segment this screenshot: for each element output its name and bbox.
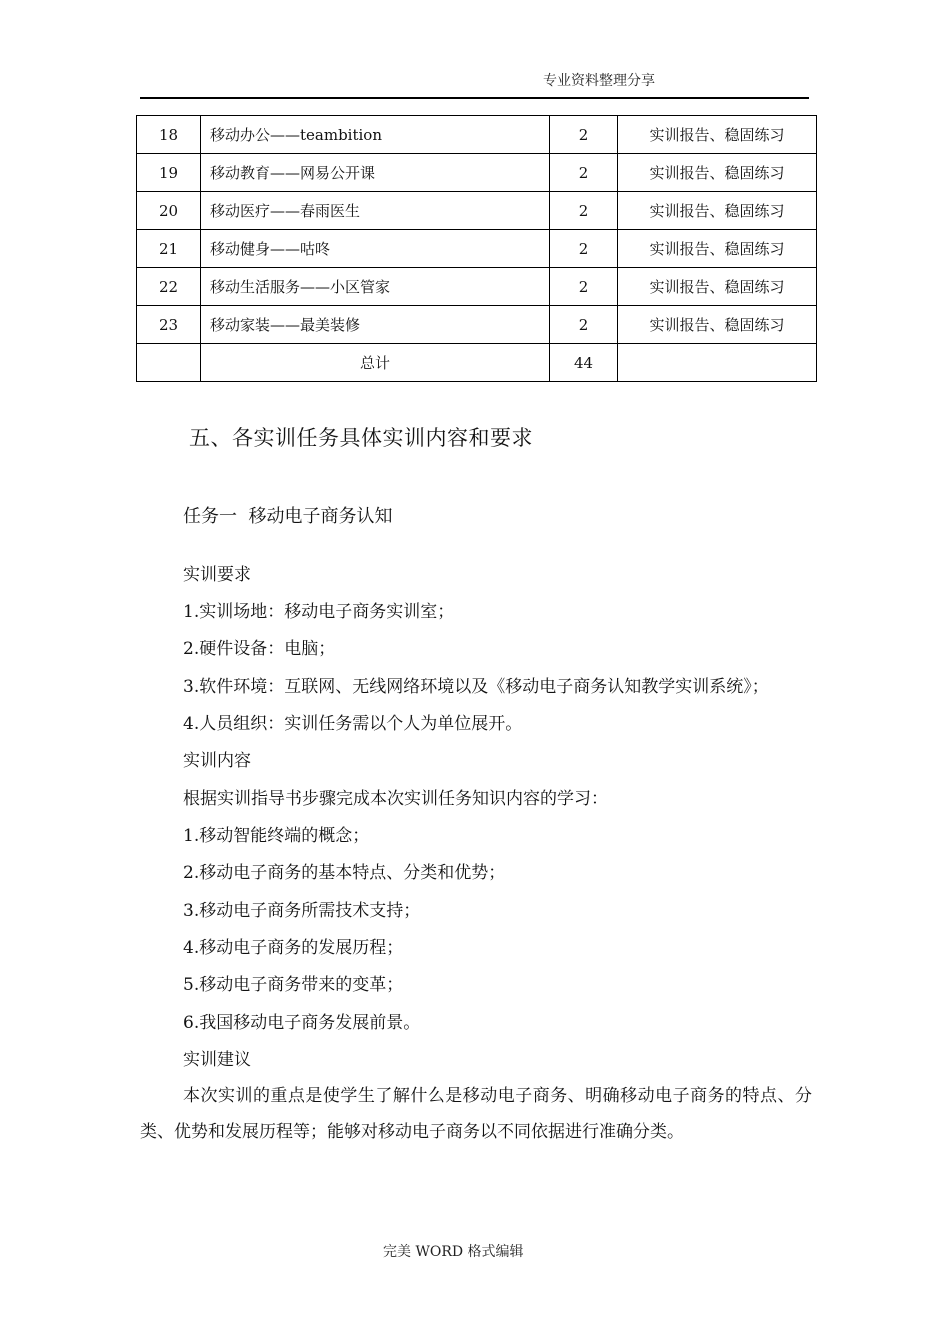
content-item: 3.移动电子商务所需技术支持； [183,901,421,921]
table-row [137,268,817,306]
table-row [137,230,817,268]
task-assessment: 实训报告、稳固练习 [618,154,817,192]
task-hours: 2 [550,268,618,306]
requirement-item: 2.硬件设备：电脑； [183,639,336,659]
table-row [137,116,817,154]
page-header: 专业资料整理分享 [543,73,655,89]
content-item: 4.移动电子商务的发展历程； [183,938,404,958]
row-number: 23 [137,306,201,344]
task-assessment: 实训报告、稳固练习 [618,116,817,154]
total-assessment-empty [618,344,817,382]
task-hours: 2 [550,116,618,154]
content-item: 2.移动电子商务的基本特点、分类和优势； [183,863,506,883]
task-hours: 2 [550,192,618,230]
content-intro: 根据实训指导书步骤完成本次实训任务知识内容的学习： [183,789,608,809]
requirement-item: 3.软件环境：互联网、无线网络环境以及《移动电子商务认知教学实训系统》； [183,677,769,697]
task-name: 移动办公——teambition [201,116,550,154]
row-number: 18 [137,116,201,154]
task-assessment: 实训报告、稳固练习 [618,268,817,306]
advice-paragraph: 本次实训的重点是使学生了解什么是移动电子商务、明确移动电子商务的特点、分类、优势和发展历程等；能够对移动电子商务以不同依据进行准确分类。 [140,1086,812,1142]
row-number: 22 [137,268,201,306]
task-name: 移动家装——最美装修 [201,306,550,344]
task-title: 任务一 移动电子商务认知 [183,506,393,527]
table-row [137,192,817,230]
task-name: 移动生活服务——小区管家 [201,268,550,306]
content-item: 5.移动电子商务带来的变革； [183,975,404,995]
task-hours: 2 [550,230,618,268]
requirement-item: 4.人员组织：实训任务需以个人为单位展开。 [183,714,523,734]
task-hours: 2 [550,154,618,192]
task-assessment: 实训报告、稳固练习 [618,230,817,268]
task-name: 移动教育——网易公开课 [201,154,550,192]
total-label: 总计 [201,344,550,382]
advice-heading: 实训建议 [183,1050,251,1070]
total-empty-cell [137,344,201,382]
task-name: 移动健身——咕咚 [201,230,550,268]
row-number: 20 [137,192,201,230]
page-footer: 完美 WORD 格式编辑 [383,1244,524,1260]
content-heading: 实训内容 [183,751,251,771]
content-item: 6.我国移动电子商务发展前景。 [183,1013,421,1033]
total-hours: 44 [550,344,618,382]
task-name: 移动医疗——春雨医生 [201,192,550,230]
row-number: 21 [137,230,201,268]
table-row [137,154,817,192]
section-heading: 五、各实训任务具体实训内容和要求 [189,426,533,450]
row-number: 19 [137,154,201,192]
table-row [137,306,817,344]
requirements-heading: 实训要求 [183,565,251,585]
training-schedule-table [136,115,817,382]
content-item: 1.移动智能终端的概念； [183,826,370,846]
table-total-row [137,344,817,382]
task-assessment: 实训报告、稳固练习 [618,192,817,230]
header-divider [140,97,809,99]
task-hours: 2 [550,306,618,344]
requirement-item: 1.实训场地：移动电子商务实训室； [183,602,455,622]
task-assessment: 实训报告、稳固练习 [618,306,817,344]
